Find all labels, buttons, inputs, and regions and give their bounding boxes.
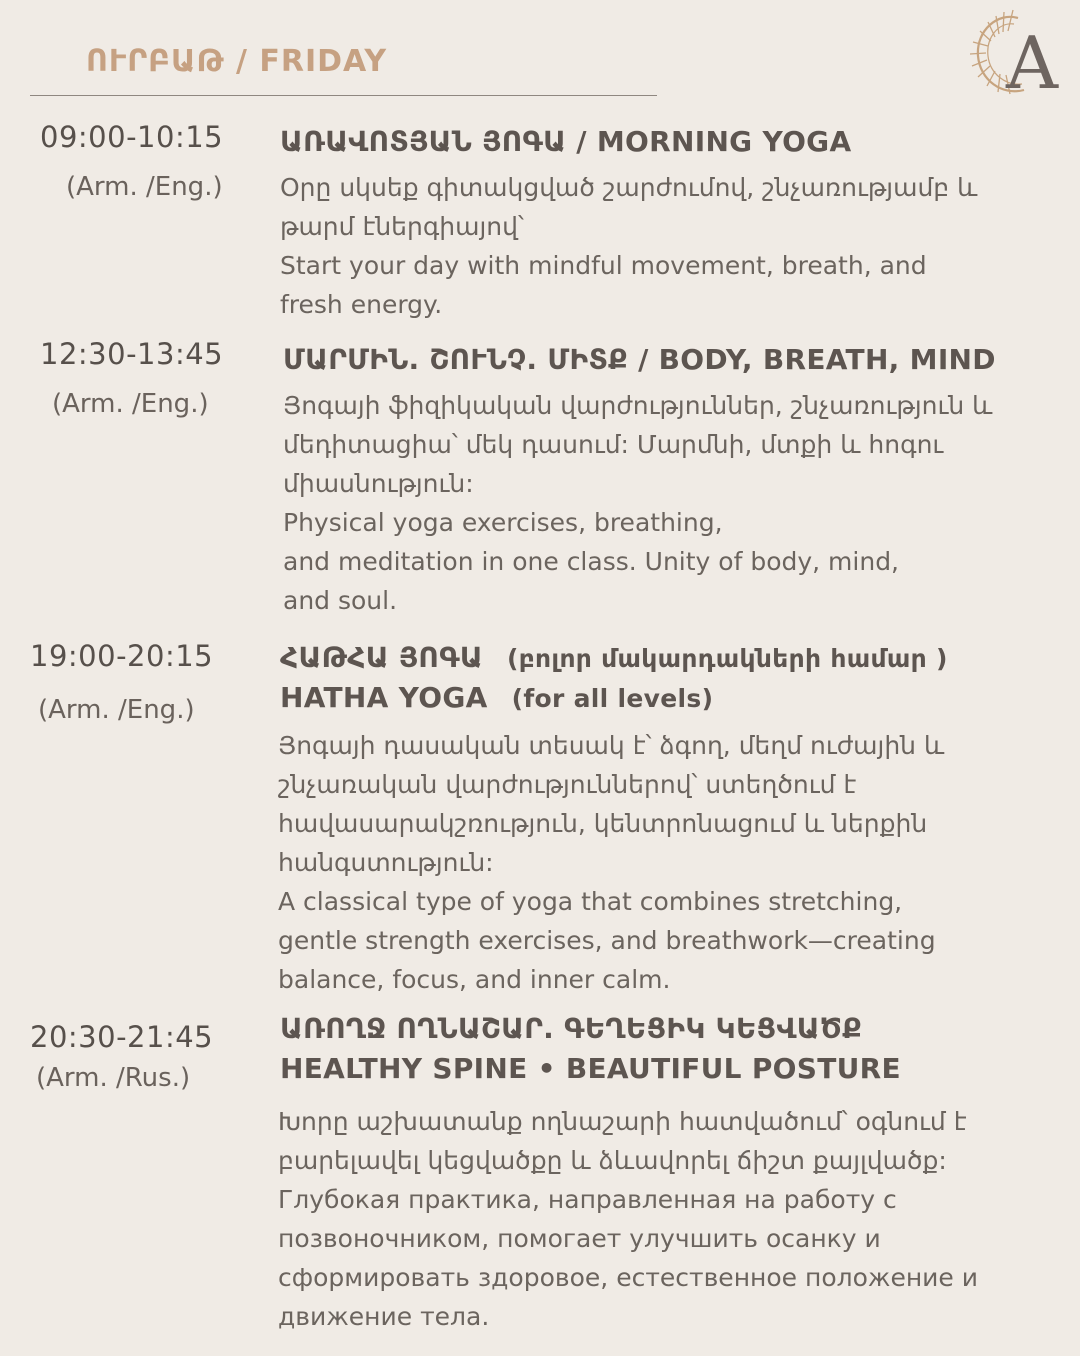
session-language: (Arm. /Rus.)	[36, 1063, 191, 1093]
heading-divider	[30, 95, 657, 96]
description-line: сформировать здоровое, естественное положение и	[278, 1263, 978, 1292]
session-description	[283, 386, 992, 620]
session-time: 09:00-10:15	[40, 120, 224, 154]
description-line: and meditation in one class. Unity of body, mind,	[283, 547, 900, 576]
session-title-text: HEALTHY SPINE • BEAUTIFUL POSTURE	[280, 1052, 901, 1085]
description-line: позвоночником, помогает улучшить осанку и	[278, 1224, 881, 1253]
session-title-text: ԱՌՈՂՋ ՈՂՆԱՇԱՐ. ԳԵՂԵՑԻԿ ԿԵՑՎԱԾՔ	[280, 1012, 863, 1045]
session-language: (Arm. /Eng.)	[66, 172, 223, 202]
session-language: (Arm. /Eng.)	[38, 695, 195, 725]
session-language: (Arm. /Eng.)	[52, 389, 209, 419]
description-line: Start your day with mindful movement, breath, and	[280, 251, 927, 280]
description-line: հավասարակշռություն, կենտրոնացում և ներքին	[278, 809, 928, 838]
description-line: Physical yoga exercises, breathing,	[283, 508, 723, 537]
day-heading: ՈՒՐԲԱԹ / FRIDAY	[86, 44, 388, 79]
description-line: Խորը աշխատանք ողնաշարի հատվածում՝ օգնում է	[278, 1107, 967, 1136]
session-time: 19:00-20:15	[30, 639, 214, 673]
description-line: Глубокая практика, направленная на работу с	[278, 1185, 897, 1214]
description-line: շնչառական վարժություններով՝ ստեղծում է	[278, 770, 857, 799]
description-line: and soul.	[283, 586, 398, 615]
session-title-secondary	[280, 1052, 901, 1085]
description-line: fresh energy.	[280, 290, 443, 319]
session-title-text: ՀԱԹՀԱ ՅՈԳԱ	[280, 641, 483, 674]
description-line: հանգստություն:	[278, 848, 494, 877]
description-line: բարելավել կեցվածքը և ձևավորել ճիշտ քայլվածք:	[278, 1146, 947, 1175]
session-title	[280, 125, 851, 158]
description-line: A classical type of yoga that combines stretching,	[278, 887, 903, 916]
session-description	[278, 1102, 978, 1336]
description-line: Օրը սկսեք գիտակցված շարժումով, շնչառությամբ և	[280, 173, 978, 202]
session-title-text: ՄԱՐՄԻՆ. ՇՈՒՆՉ. ՄԻՏՔ / BODY, BREATH, MIND	[283, 343, 996, 376]
session-title-secondary	[280, 681, 713, 714]
session-time: 20:30-21:45	[30, 1020, 214, 1054]
session-title-subtitle: (for all levels)	[511, 684, 714, 713]
description-line: Յոգայի դասական տեսակ է՝ ձգող, մեղմ ուժային և	[278, 731, 945, 760]
description-line: движение тела.	[278, 1302, 490, 1331]
session-title-text: ԱՌԱՎՈՏՅԱՆ ՅՈԳԱ / MORNING YOGA	[280, 125, 852, 158]
session-title	[280, 641, 948, 674]
description-line: gentle strength exercises, and breathwork—creating	[278, 926, 936, 955]
description-line: միասնություն:	[283, 469, 474, 498]
session-title-text: HATHA YOGA	[280, 681, 488, 714]
session-title	[283, 343, 996, 376]
session-title	[280, 1012, 862, 1045]
session-description	[280, 168, 977, 324]
session-time: 12:30-13:45	[40, 337, 224, 371]
session-title-subtitle: (բոլոր մակարդակների համար )	[506, 644, 948, 673]
logo-letter: A	[1006, 21, 1058, 105]
description-line: balance, focus, and inner calm.	[278, 965, 671, 994]
brand-logo-icon	[958, 4, 1068, 108]
description-line: Յոգայի ֆիզիկական վարժություններ, շնչառություն և	[283, 391, 993, 420]
session-description	[278, 726, 944, 999]
description-line: թարմ էներգիայով՝	[280, 212, 524, 241]
description-line: մեդիտացիա՝ մեկ դասում: Մարմնի, մտքի և հոգու	[283, 430, 944, 459]
